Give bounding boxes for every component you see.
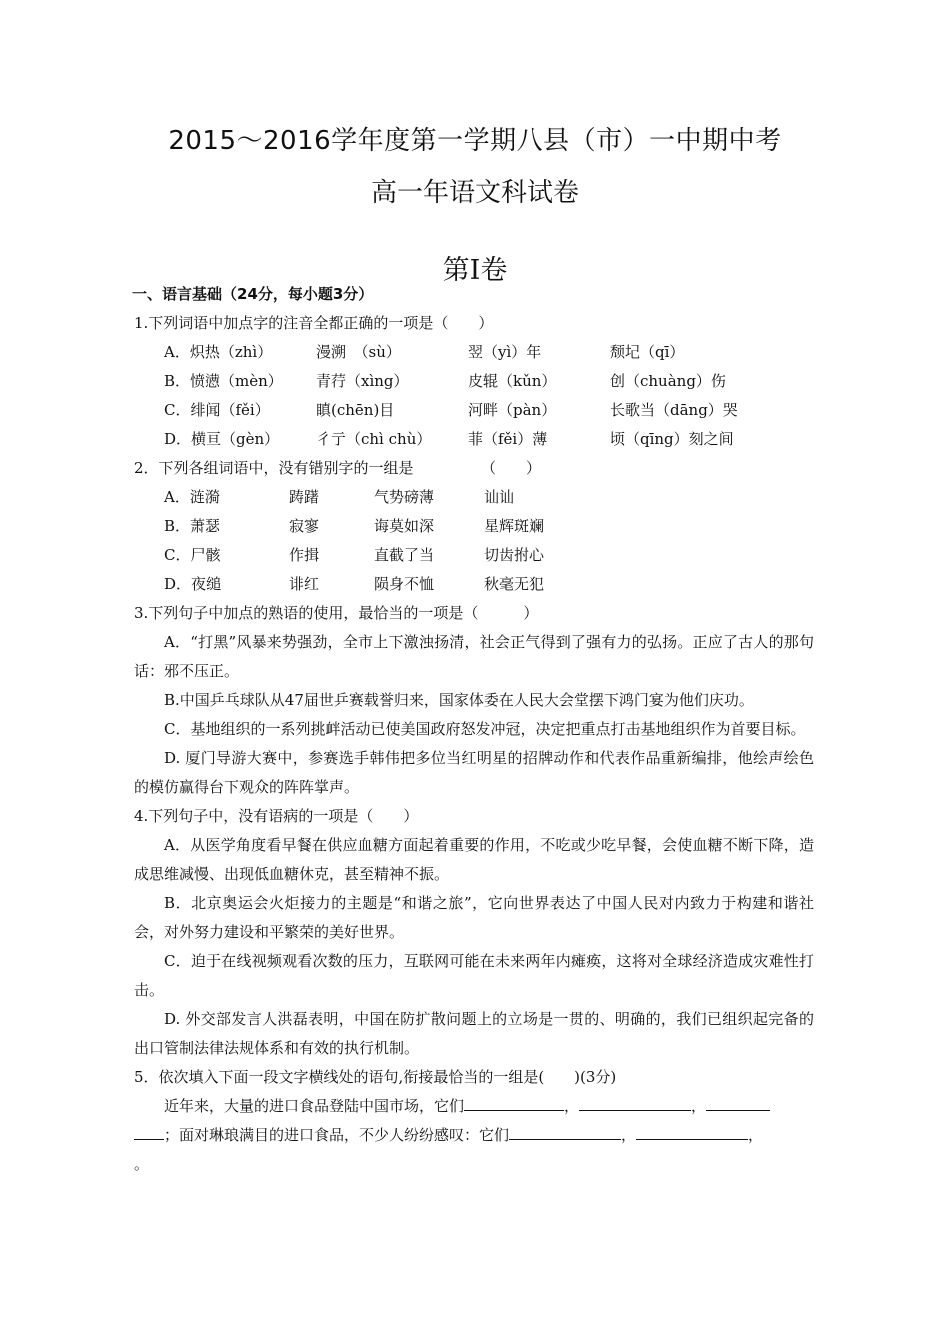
option-cell: 寂寥 bbox=[289, 517, 320, 535]
option-d: D. 厦门导游大赛中，参赛选手韩伟把多位当红明星的招牌动作和代表作品重新编排，他绘声绘色的模仿赢得台下观众的阵阵掌声。 bbox=[134, 749, 814, 796]
option-row bbox=[164, 512, 814, 541]
option-c: C．迫于在线视频观看次数的压力，互联网可能在未来两年内瘫痪，这将对全球经济造成灾难性打击。 bbox=[134, 952, 814, 999]
question-3 bbox=[134, 599, 814, 802]
option-cell: 创（chuàng）伤 bbox=[610, 372, 726, 390]
passage-text: ；面对琳琅满目的进口食品，不少人纷纷感叹：它们 bbox=[164, 1126, 510, 1144]
question-2-options bbox=[164, 483, 814, 599]
question-5 bbox=[134, 1063, 814, 1179]
exam-body bbox=[134, 280, 814, 1179]
option-cell: 切齿拊心 bbox=[484, 546, 545, 564]
passage-text: 近年来，大量的进口食品登陆中国市场，它们 bbox=[164, 1097, 465, 1115]
option-cell: 颓圮（qī） bbox=[610, 343, 685, 361]
question-2 bbox=[134, 454, 814, 599]
option-cell: D．横亘（gèn） bbox=[164, 430, 280, 448]
option-cell: A．炽热（zhì） bbox=[164, 343, 273, 361]
question-stem: 4.下列句子中，没有语病的一项是（ ） bbox=[134, 807, 419, 825]
option-cell: D．夜缒 bbox=[164, 575, 222, 593]
answer-blank[interactable] bbox=[706, 1095, 770, 1111]
option-cell: 河畔（pàn） bbox=[468, 401, 557, 419]
option-cell: C．绯闻（fěi） bbox=[164, 401, 270, 419]
option-cell: 星辉斑斓 bbox=[484, 517, 545, 535]
option-row bbox=[164, 483, 814, 512]
option-cell: 直截了当 bbox=[374, 546, 435, 564]
option-cell: 菲（fěi）薄 bbox=[468, 430, 548, 448]
option-cell: 踌躇 bbox=[289, 488, 320, 506]
question-1 bbox=[134, 309, 814, 454]
option-cell: 陨身不恤 bbox=[374, 575, 435, 593]
option-b: B.中国乒乓球队从47届世乒赛载誉归来，国家体委在人民大会堂摆下鸿门宴为他们庆功。 bbox=[164, 691, 754, 709]
answer-blank[interactable] bbox=[134, 1124, 164, 1140]
option-cell: 皮辊（kǔn） bbox=[468, 372, 557, 390]
question-stem: 3.下列句子中加点的熟语的使用，最恰当的一项是（ ） bbox=[134, 604, 539, 622]
question-stem: 5．依次填入下面一段文字横线处的语句,衔接最恰当的一组是( )(3分) bbox=[134, 1068, 617, 1086]
question-4 bbox=[134, 802, 814, 1063]
option-row bbox=[164, 338, 814, 367]
option-cell: 漫溯 （sù） bbox=[316, 343, 401, 361]
answer-blank[interactable] bbox=[636, 1124, 748, 1140]
option-c: C．基地组织的一系列挑衅活动已使美国政府怒发冲冠，决定把重点打击基地组织作为首要目标。 bbox=[164, 720, 806, 738]
option-row bbox=[164, 541, 814, 570]
question-1-options bbox=[164, 338, 814, 454]
option-cell: 秋毫无犯 bbox=[484, 575, 545, 593]
option-b: B．北京奥运会火炬接力的主题是“和谐之旅”，它向世界表达了中国人民对内致力于构建和谐社会，对外努力建设和平繁荣的美好世界。 bbox=[134, 894, 814, 941]
option-cell: 气势磅薄 bbox=[374, 488, 435, 506]
option-cell: 作揖 bbox=[289, 546, 320, 564]
section-heading: 一、语言基础（24分，每小题3分） bbox=[132, 285, 374, 303]
option-row bbox=[164, 396, 814, 425]
option-cell: 长歌当（dāng）哭 bbox=[610, 401, 738, 419]
punctuation: ， bbox=[748, 1126, 764, 1144]
punctuation: ， bbox=[691, 1097, 707, 1115]
option-cell: 翌（yì）年 bbox=[468, 343, 542, 361]
passage-end: 。 bbox=[134, 1155, 150, 1173]
fill-in-passage-continued bbox=[134, 1121, 814, 1150]
answer-blank[interactable] bbox=[579, 1095, 691, 1111]
option-cell: 讪讪 bbox=[484, 488, 515, 506]
option-cell: B．萧瑟 bbox=[164, 517, 221, 535]
punctuation: ， bbox=[621, 1126, 637, 1144]
volume-heading: 第Ⅰ卷 bbox=[442, 255, 508, 286]
answer-blank[interactable] bbox=[464, 1095, 564, 1111]
exam-subtitle: 高一年语文科试卷 bbox=[370, 178, 579, 208]
option-row bbox=[164, 570, 814, 599]
option-row bbox=[164, 367, 814, 396]
option-cell: A．涟漪 bbox=[164, 488, 220, 506]
punctuation: ， bbox=[564, 1097, 580, 1115]
question-stem: 2．下列各组词语中，没有错别字的一组是 （ ） bbox=[134, 459, 542, 477]
option-cell: 瞋(chēn)目 bbox=[316, 401, 395, 419]
option-a: A．“打黑”风暴来势强劲，全市上下激浊扬清，社会正气得到了强有力的弘扬。正应了古人的那句话：邪不压正。 bbox=[134, 633, 814, 680]
option-cell: B．愤懑（mèn） bbox=[164, 372, 283, 390]
option-row bbox=[164, 425, 814, 454]
option-cell: 顷（qīng）刻之间 bbox=[610, 430, 734, 448]
option-cell: 诽红 bbox=[289, 575, 320, 593]
option-cell: C．尸骸 bbox=[164, 546, 221, 564]
answer-blank[interactable] bbox=[509, 1124, 621, 1140]
fill-in-passage bbox=[134, 1092, 814, 1121]
option-cell: 青荇（xìng） bbox=[316, 372, 409, 390]
option-cell: 彳亍（chì chù） bbox=[316, 430, 432, 448]
exam-title: 2015～2016学年度第一学期八县（市）一中期中考 bbox=[168, 126, 782, 156]
option-a: A．从医学角度看早餐在供应血糖方面起着重要的作用，不吃或少吃早餐，会使血糖不断下降，造成思维减慢、出现低血糖休克，甚至精神不振。 bbox=[134, 836, 814, 883]
option-d: D. 外交部发言人洪磊表明，中国在防扩散问题上的立场是一贯的、明确的，我们已组织起完备的出口管制法律法规体系和有效的执行机制。 bbox=[134, 1010, 814, 1057]
option-cell: 诲莫如深 bbox=[374, 517, 435, 535]
question-stem: 1.下列词语中加点字的注音全都正确的一项是（ ） bbox=[134, 314, 494, 332]
